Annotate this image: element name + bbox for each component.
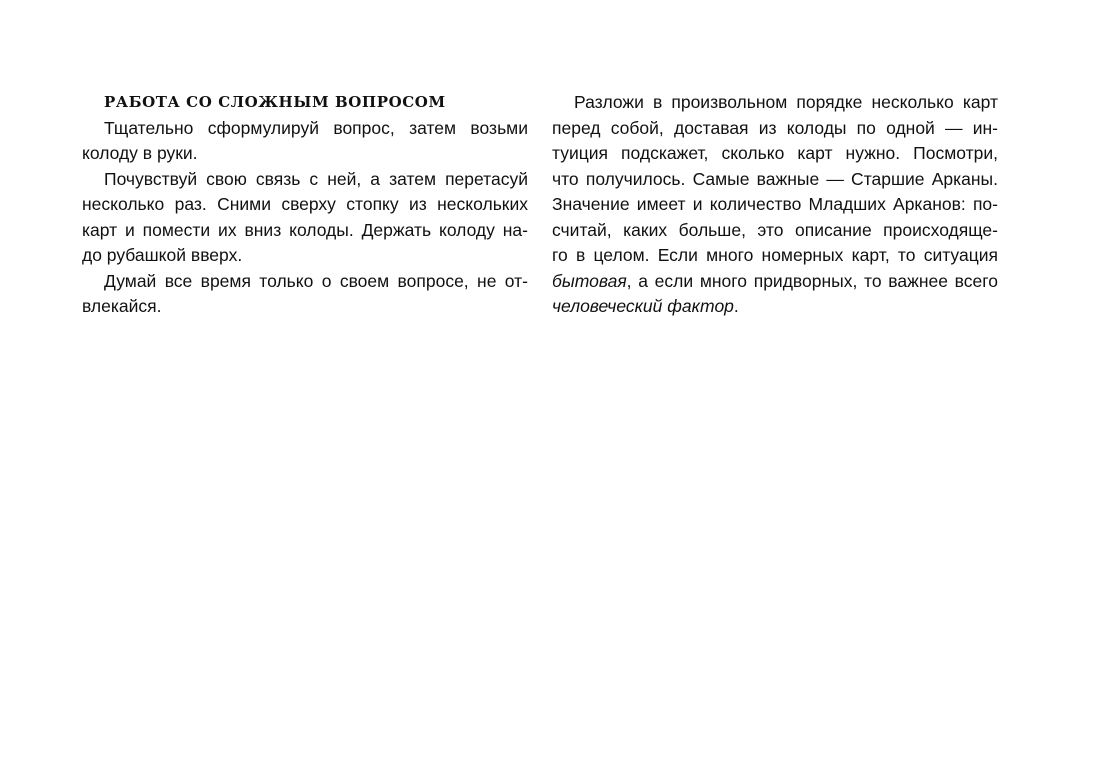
- paragraph-2-line-1: Почувствуй свою связь с ней, а затем перетасуй: [104, 168, 528, 189]
- right-line-9: [552, 294, 998, 320]
- right-line-6: считай, каких больше, это описание происходяще-: [552, 219, 998, 240]
- paragraph-2-line-2: несколько раз. Сними сверху стопку из нескольких: [82, 194, 528, 214]
- paragraph-2-line-3: карт и помести их вниз колоды. Держать колоду на-: [82, 219, 528, 240]
- italic-term-human-factor: человеческий фактор: [552, 296, 734, 316]
- right-line-2: перед собой, доставая из колоды по одной — ин-: [552, 117, 998, 138]
- italic-term-household: бытовая: [552, 270, 627, 291]
- right-column: [552, 90, 998, 320]
- right-line-8-rest: , а если много придворных, то важнее всего: [626, 270, 998, 291]
- right-line-8: [552, 269, 998, 295]
- right-line-1: Разложи в произвольном порядке несколько карт: [574, 92, 998, 112]
- right-line-9-end: .: [733, 296, 739, 316]
- right-line-7: го в целом. Если много номерных карт, то ситуация: [552, 245, 998, 265]
- section-heading: РАБОТА СО СЛОЖНЫМ ВОПРОСОМ: [104, 93, 446, 111]
- left-column: [82, 90, 528, 320]
- paragraph-1-line-2: колоду в руки.: [82, 143, 198, 163]
- paragraph-3-line-1: Думай все время только о своем вопросе, не от-: [104, 270, 528, 291]
- paragraph-1-line-1: Тщательно сформулируй вопрос, затем возьми: [104, 117, 528, 138]
- right-line-4: что получилось. Самые важные — Старшие Арканы.: [552, 168, 998, 189]
- right-line-3: туиция подскажет, сколько карт нужно. Посмотри,: [552, 143, 998, 163]
- paragraph-2-line-4: до рубашкой вверх.: [82, 245, 243, 265]
- paragraph-3-line-2: влекайся.: [82, 296, 162, 316]
- right-line-5: Значение имеет и количество Младших Арканов: по-: [552, 194, 998, 214]
